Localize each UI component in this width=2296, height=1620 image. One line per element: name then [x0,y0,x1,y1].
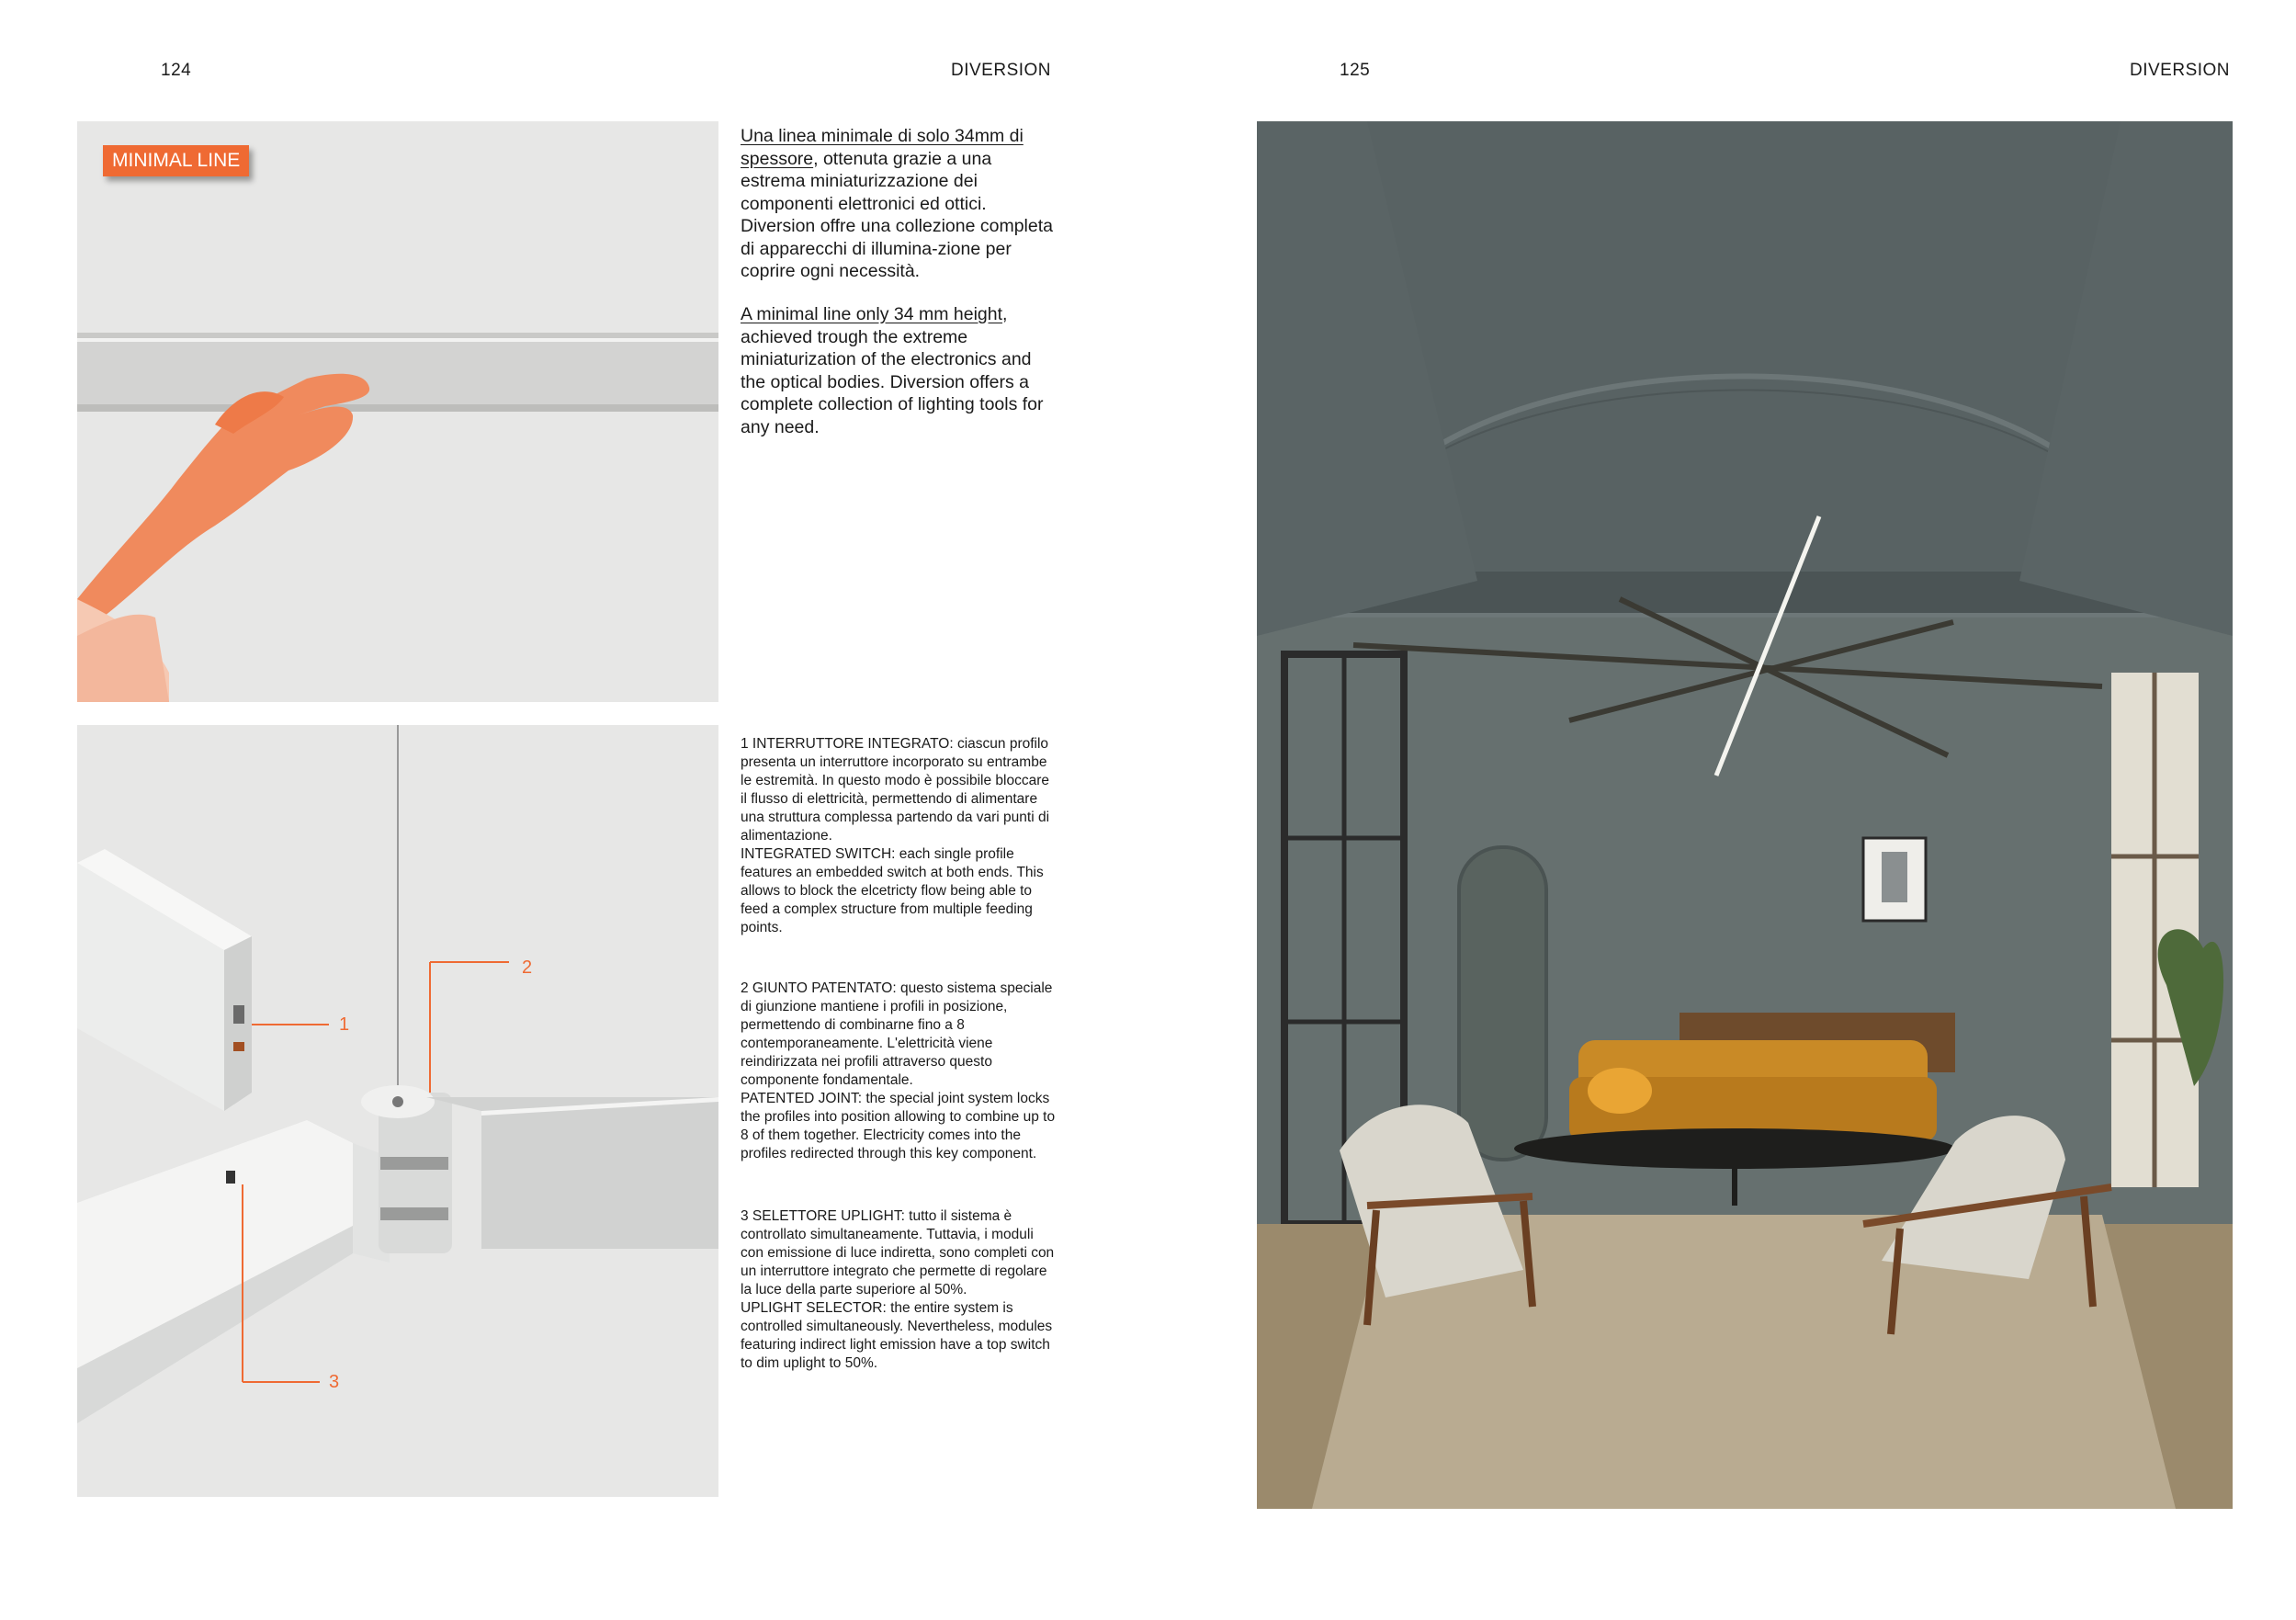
callout-2: 2 [522,957,533,978]
note-1-english: INTEGRATED SWITCH: each single profile features an embedded switch at both ends. This allows to block the elcetricty flow being able to feed a complex structure from multiple feeding points. [741,846,1044,935]
hand-profile-illustration [77,121,718,702]
interior-photo [1257,121,2233,1509]
note-2-italian: 2 GIUNTO PATENTATO: questo sistema speciale di giunzione mantiene i profili in posizione, permettendo di combinarne fino a 8 contemporaneamente. L'elettricità viene reindirizzata nei profili attraverso questo componente fondamentale. [741,980,1053,1088]
intro-italian-rest: , ottenuta grazie a una estrema miniaturizzazione dei componenti elettronici ed ottici. Diversion offre una collezione completa di apparecchi di illumina-zione per coprire ogni necessità. [741,148,1053,281]
hand-illustration [77,121,718,702]
note-1-italian: 1 INTERRUTTORE INTEGRATO: ciascun profilo presenta un interruttore incorporato su entrambe le estremità. In questo modo è possibile bloccare il flusso di elettricità, permettendo di alimentare una struttura complessa partendo da vari punti di alimentazione. [741,736,1050,844]
feature-note-2 [741,980,1058,1163]
feature-note-1 [741,735,1058,937]
note-3-italian: 3 SELETTORE UPLIGHT: tutto il sistema è controllato simultaneamente. Tuttavia, i moduli con emissione di luce indiretta, sono completi con un interruttore integrato che permette di regolare la luce della parte superiore al 50%. [741,1208,1055,1297]
page-number-right: 125 [1340,61,1371,80]
intro-english-rest: , achieved trough the extreme miniaturization of the electronics and the optical bodies. Diversion offers a complete collection of lighting tools for any need. [741,304,1044,437]
intro-english-underlined: A minimal line only 34 mm height [741,304,1003,324]
joint-illustration [77,725,718,1497]
feature-note-3 [741,1207,1058,1373]
intro-italian-underlined: Una linea minimale di solo 34mm di spessore [741,126,1024,169]
callout-1: 1 [339,1014,350,1035]
intro-english [741,303,1058,438]
intro-italian [741,125,1058,283]
page-number-left: 124 [161,61,192,80]
callout-3: 3 [329,1372,340,1392]
note-2-english: PATENTED JOINT: the special joint system locks the profiles into position allowing to combine up to 8 of them together. Electricity comes into the profiles redirected through this key component. [741,1091,1056,1161]
note-3-english: UPLIGHT SELECTOR: the entire system is controlled simultaneously. Nevertheless, modules featuring indirect light emission have a top switch to dim uplight to 50%. [741,1300,1053,1371]
running-head-left: DIVERSION [951,61,1052,80]
joint-diagram [77,725,718,1497]
running-head-right: DIVERSION [2130,61,2231,80]
section-tag: MINIMAL LINE [103,145,249,176]
living-room-scene [1257,121,2233,1509]
